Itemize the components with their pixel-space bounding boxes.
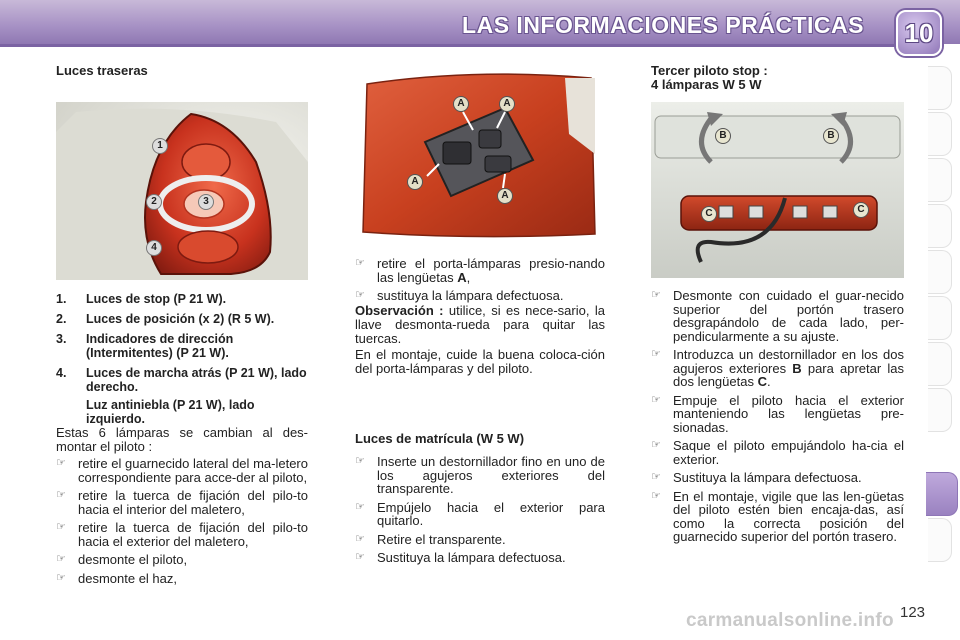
hand-pointer-icon: ☞ xyxy=(651,471,661,483)
chapter-badge xyxy=(896,10,942,56)
page-header xyxy=(0,0,960,58)
step-text-part: Introduzca un destornillador en los dos agujeros exteriores xyxy=(673,347,904,376)
list-item xyxy=(56,366,308,426)
hand-pointer-icon: ☞ xyxy=(56,489,66,501)
item-number: 4. xyxy=(56,366,67,380)
section-heading-plate-lights: Luces de matrícula (W 5 W) xyxy=(355,431,525,446)
item-number: 1. xyxy=(56,292,67,306)
lamp-holder-illustration xyxy=(355,64,605,242)
list-item xyxy=(355,257,605,284)
hand-pointer-icon: ☞ xyxy=(56,521,66,533)
callout-a: A xyxy=(499,96,515,112)
list-item xyxy=(651,348,904,389)
list-item xyxy=(651,439,904,466)
list-item xyxy=(355,551,605,565)
list-item xyxy=(355,289,605,303)
hand-pointer-icon: ☞ xyxy=(56,553,66,565)
chapter-tab[interactable] xyxy=(928,518,952,562)
list-item xyxy=(651,490,904,544)
list-item xyxy=(56,292,308,306)
tab-label-c: C xyxy=(757,374,767,389)
step-text: retire el guarnecido lateral del ma-letero correspondiente para acce-der al piloto, xyxy=(78,456,308,485)
section-heading-rear-lights: Luces traseras xyxy=(56,63,148,78)
lamp-holder-figure xyxy=(355,64,605,242)
removal-steps xyxy=(56,452,308,585)
hand-pointer-icon: ☞ xyxy=(56,571,66,584)
step-text xyxy=(377,257,605,284)
section-heading-third-stop xyxy=(651,64,904,92)
callout-2: 2 xyxy=(146,194,162,210)
assembly-paragraph: En el montaje, cuide la buena coloca-ción del porta-lámparas y del piloto. xyxy=(355,347,605,376)
watermark: carmanualsonline.info xyxy=(686,610,894,631)
intro-paragraph: Estas 6 lámparas se cambian al des-montar el piloto : xyxy=(56,425,308,454)
holder-steps xyxy=(355,252,605,303)
list-item xyxy=(355,455,605,496)
list-item xyxy=(651,289,904,343)
step-text xyxy=(673,348,904,389)
item-line: Luces de posición (x 2) (R 5 W). xyxy=(86,312,275,326)
list-item xyxy=(355,501,605,528)
hand-pointer-icon: ☞ xyxy=(355,289,365,301)
step-text: Empuje el piloto hacia el exterior manteniendo las lengüetas pre-sionadas. xyxy=(673,392,904,435)
hand-pointer-icon: ☞ xyxy=(355,532,365,545)
list-item xyxy=(355,533,605,547)
note-paragraph xyxy=(355,304,605,346)
note-label: Observación : xyxy=(355,303,444,318)
step-text: retire la tuerca de fijación del pilo-to hacia el exterior del maletero, xyxy=(78,520,308,549)
hole-label-b: B xyxy=(792,360,802,376)
lamp-list xyxy=(56,292,308,432)
list-item xyxy=(56,457,308,484)
list-item xyxy=(56,572,308,586)
item-text xyxy=(86,312,274,326)
plate-light-steps xyxy=(355,450,605,565)
callout-a: A xyxy=(407,174,423,190)
hand-pointer-icon: ☞ xyxy=(651,439,661,451)
list-item xyxy=(56,553,308,567)
step-text-part: para apretar las dos lengüetas xyxy=(673,360,904,389)
third-stop-illustration xyxy=(651,102,904,278)
chapter-tab[interactable] xyxy=(928,342,952,386)
chapter-tab[interactable] xyxy=(928,296,952,340)
item-text xyxy=(86,332,308,360)
step-text: Sustituya la lámpara defectuosa. xyxy=(673,470,862,485)
callout-3: 3 xyxy=(198,194,214,210)
hand-pointer-icon: ☞ xyxy=(651,393,661,406)
item-line: Luz antiniebla (P 21 W), lado izquierdo. xyxy=(86,398,255,426)
callout-a: A xyxy=(497,188,513,204)
step-text: desmonte el piloto, xyxy=(78,552,188,567)
item-number: 3. xyxy=(56,332,67,346)
callout-4: 4 xyxy=(146,240,162,256)
item-line: Indicadores de dirección (Intermitentes) (P 21 W). xyxy=(86,332,234,360)
chapter-tab[interactable] xyxy=(928,204,952,248)
hand-pointer-icon: ☞ xyxy=(651,489,661,502)
page-number: 123 xyxy=(900,604,926,621)
chapter-tabs xyxy=(928,66,960,576)
chapter-tab[interactable] xyxy=(928,112,952,156)
list-item xyxy=(56,332,308,360)
heading-line: Tercer piloto stop : xyxy=(651,63,768,78)
hand-pointer-icon: ☞ xyxy=(355,257,365,269)
callout-b: B xyxy=(823,128,839,144)
step-text-end: . xyxy=(766,374,771,389)
chapter-number: 10 xyxy=(904,17,934,48)
step-text-part: retire el porta-lámparas presio-nando las lengüetas xyxy=(377,256,605,285)
step-text: Saque el piloto empujándolo ha-cia el exterior. xyxy=(673,438,904,467)
chapter-tab[interactable] xyxy=(928,388,952,432)
step-text: desmonte el haz, xyxy=(78,570,178,586)
item-text xyxy=(86,366,308,426)
list-item xyxy=(56,312,308,326)
hand-pointer-icon: ☞ xyxy=(651,289,661,301)
hand-pointer-icon: ☞ xyxy=(56,457,66,469)
rear-light-illustration xyxy=(56,102,308,280)
step-text: Empújelo hacia el exterior para quitarlo. xyxy=(377,499,605,528)
step-text: Desmonte con cuidado el guar-necido superior del portón trasero desgrapándolo de cada lado, per-pendicularmente a su ajuste. xyxy=(673,288,904,344)
list-item xyxy=(56,521,308,548)
hand-pointer-icon: ☞ xyxy=(355,500,365,513)
callout-b: B xyxy=(715,128,731,144)
chapter-tab[interactable] xyxy=(928,250,952,294)
step-text-end: , xyxy=(466,269,471,285)
step-text: retire la tuerca de fijación del pilo-to hacia el interior del maletero, xyxy=(78,488,308,517)
third-stop-figure xyxy=(651,102,904,278)
heading-line: 4 lámparas W 5 W xyxy=(651,77,762,92)
callout-c: C xyxy=(853,202,869,218)
item-text xyxy=(86,292,226,306)
callout-a: A xyxy=(453,96,469,112)
item-line: Luces de stop (P 21 W). xyxy=(86,292,227,306)
hand-pointer-icon: ☞ xyxy=(651,348,661,360)
step-text: Inserte un destornillador fino en uno de los agujeros exteriores del transparente. xyxy=(377,454,605,496)
item-number: 2. xyxy=(56,312,67,326)
hand-pointer-icon: ☞ xyxy=(355,551,365,563)
step-text: En el montaje, vigile que las len-güetas del piloto estén bien encaja-das, así como la correcta posición del guarnecido superior del portón trasero. xyxy=(673,488,904,544)
chapter-tab-active[interactable] xyxy=(926,472,958,516)
chapter-tab[interactable] xyxy=(928,158,952,202)
item-line: Luces de marcha atrás (P 21 W), lado derecho. xyxy=(86,366,307,394)
tab-label-a: A xyxy=(457,269,467,285)
callout-c: C xyxy=(701,206,717,222)
hand-pointer-icon: ☞ xyxy=(355,455,365,467)
list-item xyxy=(651,471,904,485)
rear-light-figure xyxy=(56,102,308,280)
list-item xyxy=(56,489,308,516)
step-text: Sustituya la lámpara defectuosa. xyxy=(377,550,566,565)
step-text: sustituya la lámpara defectuosa. xyxy=(377,288,564,303)
third-stop-steps xyxy=(651,284,904,544)
note-text: utilice, si es nece-sario, la llave desmonta-rueda para quitar las tuercas. xyxy=(355,303,606,346)
list-item xyxy=(651,394,904,435)
header-divider xyxy=(0,44,900,47)
chapter-tab[interactable] xyxy=(928,66,952,110)
page-title: LAS INFORMACIONES PRÁCTICAS xyxy=(462,12,864,38)
callout-1: 1 xyxy=(152,138,168,154)
step-text: Retire el transparente. xyxy=(377,531,506,547)
